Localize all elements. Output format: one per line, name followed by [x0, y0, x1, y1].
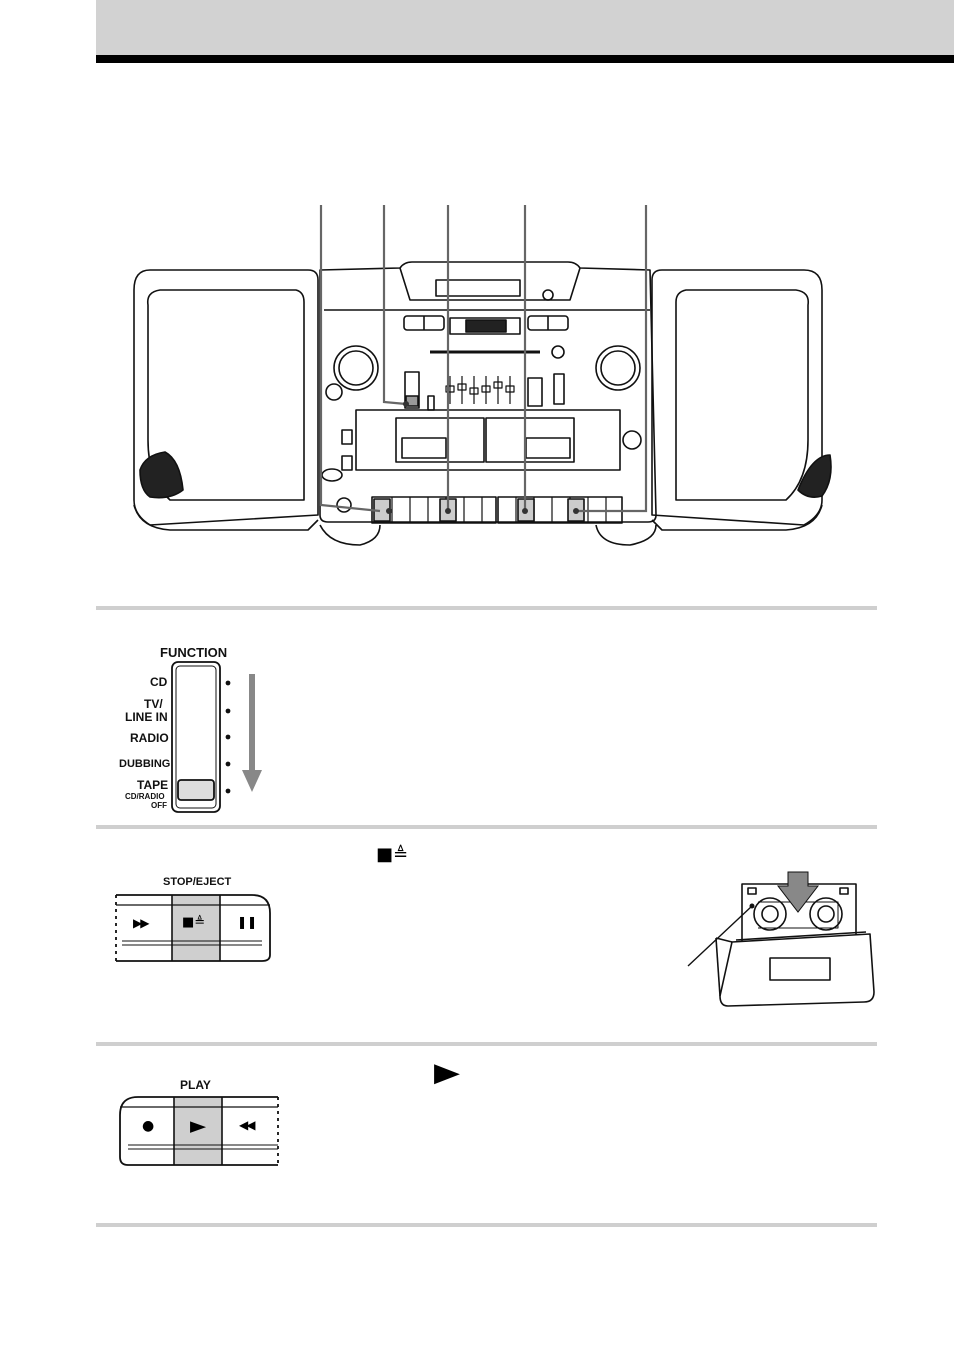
function-switch	[170, 660, 270, 820]
section-separator-4	[96, 1223, 877, 1227]
play-symbol: ▶	[434, 1058, 460, 1088]
fast-forward-button[interactable]: ▶▶	[133, 916, 148, 930]
pause-button[interactable]: ❚❚	[237, 915, 258, 929]
play-label: PLAY	[180, 1078, 211, 1092]
cassette-insert-icon	[680, 862, 880, 1017]
play-button[interactable]: ▶	[190, 1117, 207, 1135]
boombox-illustration	[0, 0, 954, 600]
section-separator-2	[96, 825, 877, 829]
function-pos-line-in: LINE IN	[125, 710, 168, 724]
stop-eject-button[interactable]: ■≜	[182, 915, 206, 930]
stop-eject-symbol: ■≜	[376, 844, 409, 865]
section-separator-1	[96, 606, 877, 610]
function-pos-cd: CD	[150, 675, 168, 689]
rewind-button[interactable]: ◀◀	[239, 1118, 254, 1132]
stop-eject-label: STOP/EJECT	[163, 876, 232, 888]
function-pos-tape: TAPE	[137, 778, 169, 792]
function-pos-dubbing: DUBBING	[119, 758, 171, 770]
section-separator-3	[96, 1042, 877, 1046]
function-pos-cd-radio: CD/RADIO	[125, 792, 165, 801]
function-pos-radio: RADIO	[130, 731, 169, 745]
record-button[interactable]: ●	[142, 1118, 155, 1134]
function-pos-off: OFF	[151, 801, 167, 810]
function-pos-tv: TV/	[144, 697, 163, 711]
function-switch-title: FUNCTION	[160, 645, 228, 660]
